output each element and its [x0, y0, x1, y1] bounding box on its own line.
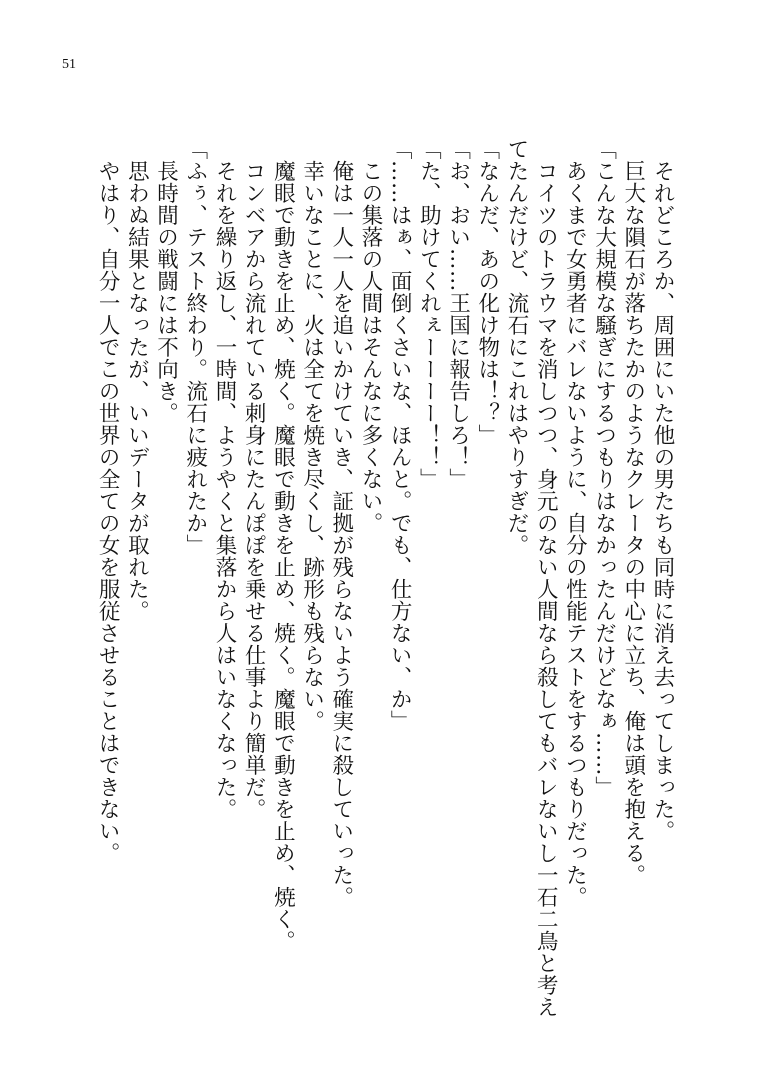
text-line: 幸いなことに、火は全てを焼き尽くし、跡形も残らない。: [299, 138, 325, 732]
text-line: 思わぬ結果となったが、いいデータが取れた。: [124, 138, 150, 622]
text-line: 「なんだ、あの化け物は！？」: [474, 138, 500, 446]
text-line: 「た、助けてくれぇーーーー！！」: [416, 138, 442, 490]
body-text: [93, 138, 677, 1018]
text-line: コイツのトラウマを消しつつ、身元のない人間なら殺してもバレないし一石二鳥と考え: [533, 138, 559, 1018]
text-line: やはり、自分一人でこの世界の全ての女を服従させることはできない。: [95, 138, 121, 864]
text-line: あくまで女勇者にバレないように、自分の性能テストをするつもりだった。: [562, 138, 588, 908]
page-number: 51: [62, 57, 76, 72]
text-line: 「お、おい……王国に報告しろ！」: [445, 138, 471, 490]
text-line: 魔眼で動きを止め、焼く。魔眼で動きを止め、焼く。魔眼で動きを止め、焼く。: [270, 138, 296, 952]
text-line: 「……はぁ、面倒くさいな、ほんと。でも、仕方ない、か」: [387, 138, 413, 732]
text-line: この集落の人間はそんなに多くない。: [357, 138, 383, 534]
text-line: それを繰り返し、一時間、ようやくと集落から人はいなくなった。: [211, 138, 237, 820]
text-line: それどころか、周囲にいた他の男たちも同時に消え去ってしまった。: [650, 138, 675, 842]
text-line: 「こんな大規模な騒ぎにするつもりはなかったんだけどなぁ……」: [591, 138, 617, 798]
text-line: てたんだけど、流石にこれはやりすぎだ。: [503, 138, 529, 556]
text-line: 巨大な隕石が落ちたかのようなクレータの中心に立ち、俺は頭を抱える。: [620, 138, 646, 886]
text-line: 「ふぅ、テスト終わり。流石に疲れたか」: [182, 138, 208, 556]
text-line: 俺は一人一人を追いかけていき、証拠が残らないよう確実に殺していった。: [328, 138, 354, 908]
text-line: コンベアから流れている刺身にたんぽぽを乗せる仕事より簡単だ。: [241, 138, 267, 820]
text-line: 長時間の戦闘には不向き。: [153, 138, 179, 424]
